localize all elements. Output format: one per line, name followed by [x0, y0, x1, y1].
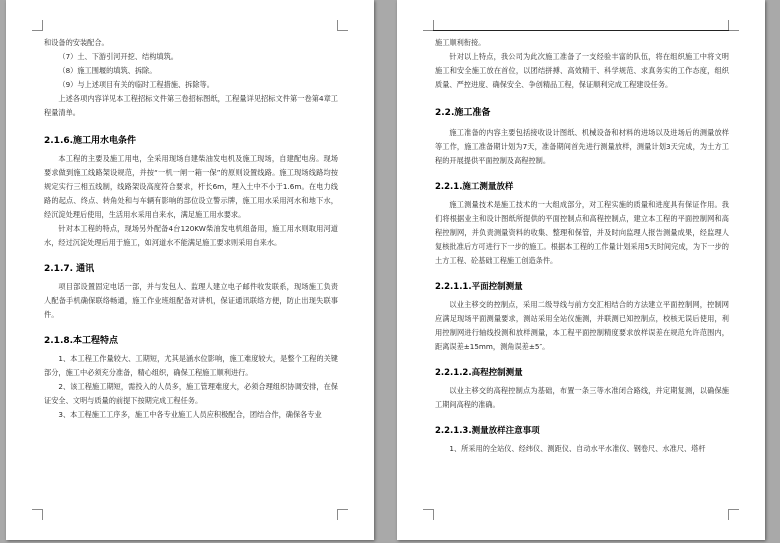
- list-item: 2、该工程施工期短，需投入的人员多，施工管理难度大，必须合理组织协调安排，在保证安全、文明与质量的前提下按期完成工程任务。: [44, 382, 338, 405]
- list-item: （7）土、下游引河开挖、结构填筑。: [58, 52, 178, 61]
- section-heading: 2.2.1.施工测量放样: [435, 182, 514, 192]
- page-body-left: [44, 36, 338, 422]
- crop-mark-top-left: [32, 20, 43, 31]
- page-body-right: [435, 36, 729, 456]
- list-item: （9）与上述项目有关的临时工程措施、拆除等。: [58, 80, 214, 89]
- body-line: 和设备的安装配合。: [44, 38, 109, 47]
- body-paragraph: 以业主移交的高程控制点为基础，布置一条三等水准闭合路线，并定期复测，以确保施工期间高程的准确。: [435, 386, 729, 409]
- header-rule: [433, 30, 729, 31]
- body-paragraph: 针对以上特点，我公司为此次施工准备了一支经验丰富的队伍，将在组织施工中将文明施工和安全施工放在首位，以团结拼搏、高效精干、科学规范、求真务实的工作态度，组织质量、严控进度、确保安全、争创精品工程，保证顺利完成工程建设任务。: [435, 52, 729, 89]
- section-heading: 2.2.1.3.测量放样注意事项: [435, 426, 540, 436]
- section-heading: 2.2.施工准备: [435, 108, 491, 118]
- section-heading: 2.1.6.施工用水电条件: [44, 136, 137, 146]
- body-paragraph: 施工测量技术是施工技术的一大组成部分，对工程实施的质量和进度具有保证作用。我们将根据业主和设计图纸所提供的平面控制点和高程控制点，建立本工程的平面控制网和高程控制网，并负责测量资料的收集、整理和保管，并及时向监理人报告测量成果，经监理人复核批准后方可进行下一步的施工。根据本工程的工作量计划采用5天时间完成，为下一步的土方工程、砼基础工程施工创造条件。: [435, 200, 729, 265]
- crop-mark-bottom-left: [32, 509, 43, 520]
- crop-mark-bottom-right: [337, 509, 348, 520]
- crop-mark-bottom-right: [728, 509, 739, 520]
- body-paragraph: 上述各项内容详见本工程招标文件第三卷招标图纸，工程量详见招标文件第一卷第4章工程量清单。: [44, 94, 338, 117]
- body-paragraph: 项目部设置固定电话一部，并与发包人、监理人建立电子邮件收发联系，现场施工负责人配备手机确保联络畅通，施工作业班组配备对讲机，保证通讯联络方便，防止出现失联事件。: [44, 282, 338, 319]
- crop-mark-top-right: [337, 20, 348, 31]
- body-line: 施工顺利衔接。: [435, 38, 486, 47]
- section-heading: 2.1.7. 通讯: [44, 264, 95, 274]
- list-item: 3、本工程施工工序多，施工中各专业施工人员应积极配合，团结合作，确保各专业: [58, 410, 322, 419]
- list-item: （8）施工围堰的填筑、拆除。: [58, 66, 157, 75]
- body-paragraph: 以业主移交的控制点，采用二级导线与前方交汇相结合的方法建立平面控制网，控制网应满足现场平面测量要求，测站采用全站仪施测，并联测已知控制点，校核无误后使用，利用控制网进行轴线投测和放样测量，本工程平面控制精度要求放样误差在规范允许范围内，距离误差±15mm，测角误差±5″。: [435, 300, 729, 351]
- list-item: 1、所采用的全站仪、经纬仪、测距仪、自动水平水准仪、钢卷尺、水准尺、塔杆: [449, 444, 706, 453]
- section-heading: 2.2.1.2.高程控制测量: [435, 368, 523, 378]
- body-paragraph: 本工程的主要及施工用电，全采用现场自建柴油发电机及施工现场，自建配电房。现场要求做到施工线路架设规范，并按“一机一闸一箱一保”的原则设置线路。施工现场线路均按规定实行三相五线制，线路架设高度符合要求，杆长6m，埋入土中不小于1.6m。在电力线路的起点、终点、转角处和与车辆有影响的部位设立警示牌，施工用水采用河水和地下水，经沉淀处理后使用，生活用水采用自来水，满足施工用水要求。: [44, 154, 338, 219]
- crop-mark-top-right: [728, 20, 739, 31]
- crop-mark-bottom-left: [423, 509, 434, 520]
- document-page-right: [397, 0, 765, 540]
- body-paragraph: 针对本工程的特点，现场另外配备4台120KW柴油发电机组备用，施工用水则取用河道水，经过沉淀处理后用于施工，如河道水不能满足施工要求则采用自来水。: [44, 224, 338, 247]
- document-page-left: [6, 0, 374, 540]
- section-heading: 2.2.1.1.平面控制测量: [435, 282, 523, 292]
- section-heading: 2.1.8.本工程特点: [44, 336, 119, 346]
- list-item: 1、本工程工作量较大、工期短，尤其是涵水位影响，施工难度较大，是整个工程的关键部分，施工中必须充分准备，精心组织，确保工程施工顺利进行。: [44, 354, 338, 377]
- body-paragraph: 施工准备的内容主要包括接收设计图纸、机械设备和材料的进场以及进场后的测量放样等工作，施工准备期计划为7天，准备期间首先进行测量放样，测量计划3天完成，为土方工程的开展提供平面控制及高程控制。: [435, 128, 729, 165]
